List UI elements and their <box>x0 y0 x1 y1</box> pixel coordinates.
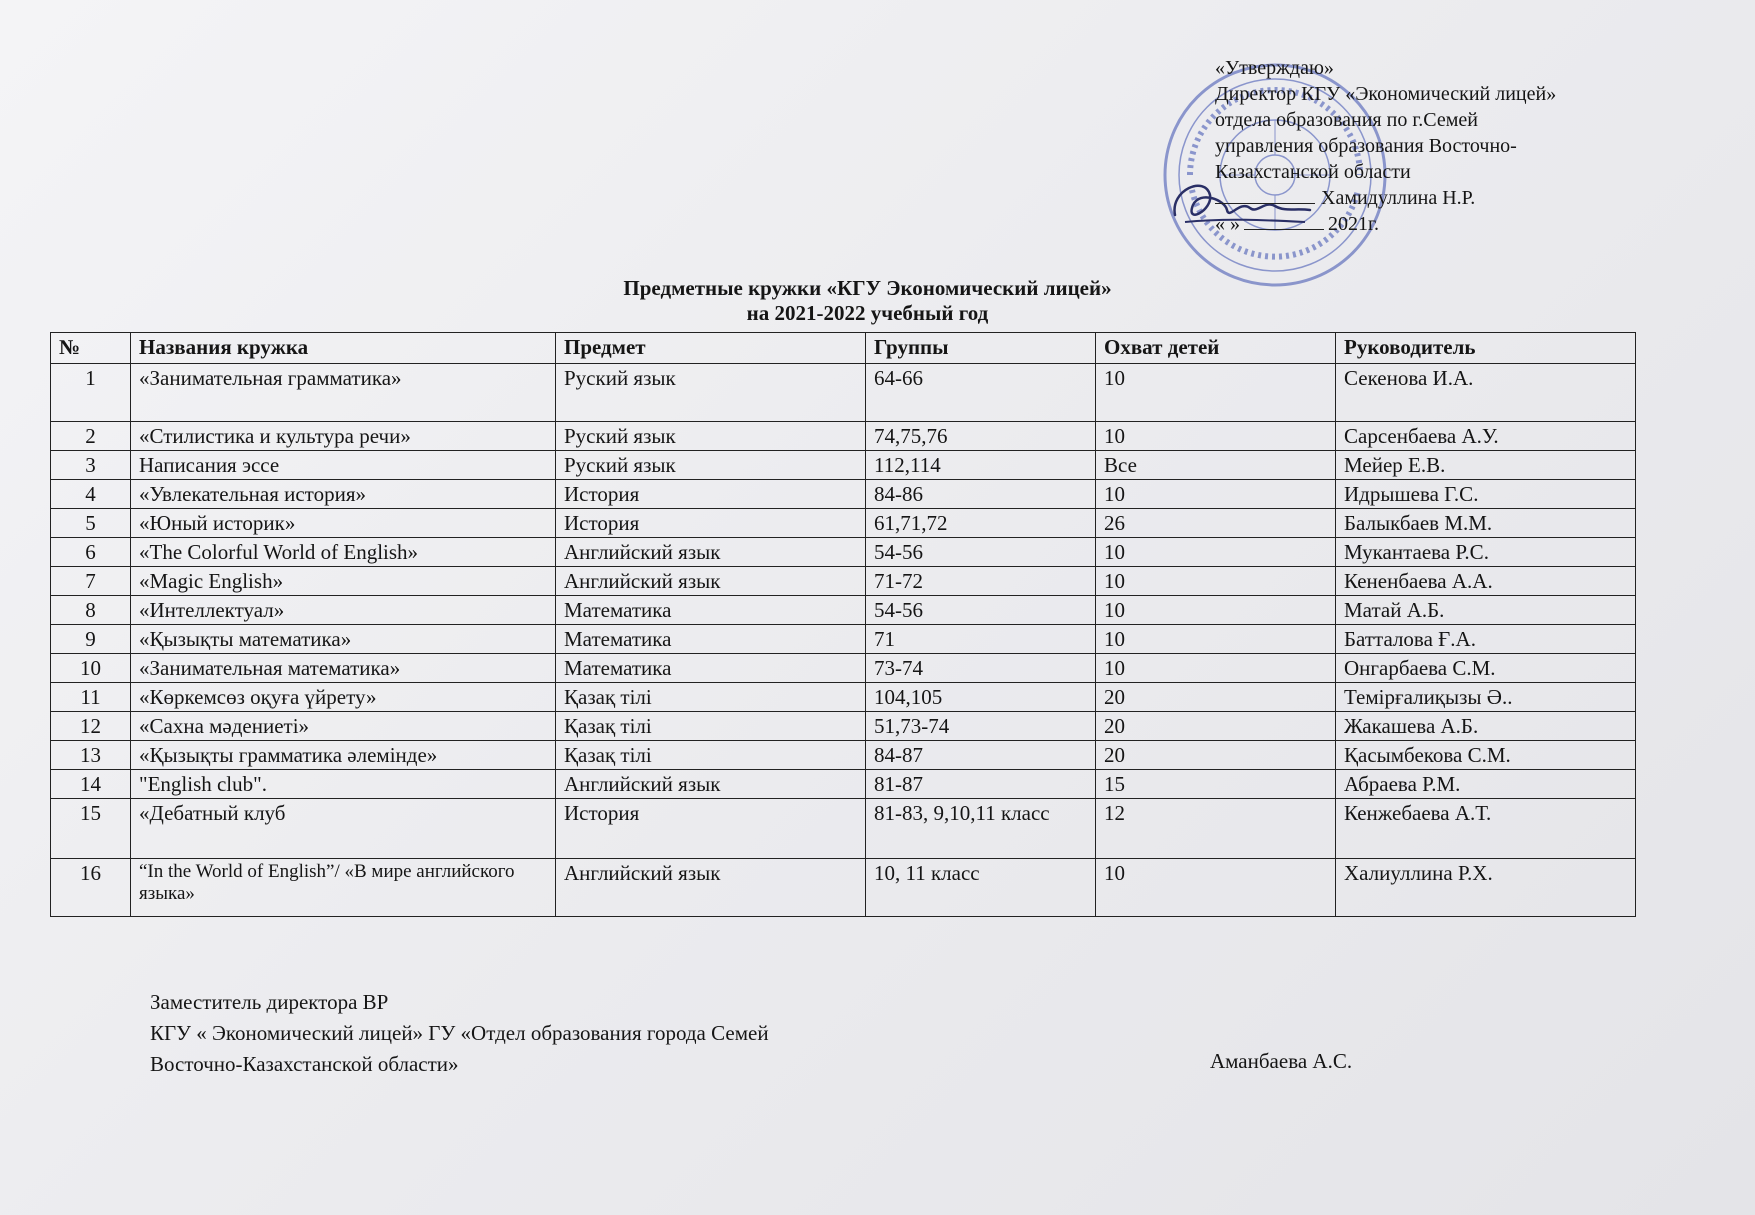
row-name: «Magic English» <box>131 567 556 596</box>
row-coverage: 10 <box>1096 654 1336 683</box>
row-coverage: Все <box>1096 451 1336 480</box>
row-subject: Математика <box>556 625 866 654</box>
row-subject: Английский язык <box>556 770 866 799</box>
row-subject: Английский язык <box>556 538 866 567</box>
row-name: Написания эссе <box>131 451 556 480</box>
row-name: «Қызықты грамматика әлемінде» <box>131 741 556 770</box>
row-subject: Руский язык <box>556 364 866 422</box>
row-leader: Жакашева А.Б. <box>1336 712 1636 741</box>
row-coverage: 10 <box>1096 859 1336 917</box>
approval-dept-line: отдела образования по г.Семей <box>1215 109 1478 131</box>
footer-position: Заместитель директора ВР <box>150 990 389 1014</box>
footer-block <box>150 987 769 1080</box>
row-coverage: 20 <box>1096 712 1336 741</box>
row-leader: Балыкбаев М.М. <box>1336 509 1636 538</box>
row-subject: История <box>556 799 866 859</box>
approval-signer-name: Хамидуллина Н.Р. <box>1321 187 1476 209</box>
row-coverage: 10 <box>1096 538 1336 567</box>
row-coverage: 12 <box>1096 799 1336 859</box>
row-leader: Қасымбекова С.М. <box>1336 741 1636 770</box>
row-leader: Батталова Ғ.А. <box>1336 625 1636 654</box>
table-row <box>51 625 1636 654</box>
row-groups: 54-56 <box>866 596 1096 625</box>
row-number: 10 <box>51 654 131 683</box>
table-row <box>51 567 1636 596</box>
table-row <box>51 654 1636 683</box>
table-row <box>51 480 1636 509</box>
table-row <box>51 799 1636 859</box>
row-leader: Абраева Р.М. <box>1336 770 1636 799</box>
row-subject: Қазақ тілі <box>556 683 866 712</box>
row-number: 6 <box>51 538 131 567</box>
row-groups: 51,73-74 <box>866 712 1096 741</box>
row-name: «Занимательная грамматика» <box>131 364 556 422</box>
row-leader: Матай А.Б. <box>1336 596 1636 625</box>
footer-organization: КГУ « Экономический лицей» ГУ «Отдел образования города Семей <box>150 1021 769 1045</box>
row-groups: 54-56 <box>866 538 1096 567</box>
row-groups: 104,105 <box>866 683 1096 712</box>
row-coverage: 20 <box>1096 741 1336 770</box>
row-name: «The Colorful World of English» <box>131 538 556 567</box>
row-name: “In the World of English”/ «В мире английского языка» <box>131 859 556 917</box>
row-groups: 84-87 <box>866 741 1096 770</box>
row-leader: Мейер Е.В. <box>1336 451 1636 480</box>
row-coverage: 10 <box>1096 625 1336 654</box>
row-groups: 73-74 <box>866 654 1096 683</box>
document-subtitle: на 2021-2022 учебный год <box>746 301 989 325</box>
row-subject: Руский язык <box>556 451 866 480</box>
table-row <box>51 451 1636 480</box>
row-subject: История <box>556 509 866 538</box>
row-coverage: 10 <box>1096 567 1336 596</box>
row-subject: Английский язык <box>556 567 866 596</box>
approval-heading: «Утверждаю» <box>1215 57 1334 79</box>
table-row <box>51 538 1636 567</box>
row-leader: Кененбаева А.А. <box>1336 567 1636 596</box>
circles-table <box>50 332 1636 917</box>
row-number: 16 <box>51 859 131 917</box>
row-name: «Сахна мәдениеті» <box>131 712 556 741</box>
row-number: 9 <box>51 625 131 654</box>
row-name: «Стилистика и культура речи» <box>131 422 556 451</box>
date-line <box>1244 229 1324 230</box>
table-row <box>51 712 1636 741</box>
row-groups: 71-72 <box>866 567 1096 596</box>
row-name: «Көркемсөз оқуға үйрету» <box>131 683 556 712</box>
approval-admin-line: управления образования Восточно- <box>1215 135 1517 157</box>
row-groups: 64-66 <box>866 364 1096 422</box>
row-name: «Интеллектуал» <box>131 596 556 625</box>
row-leader: Секенова И.А. <box>1336 364 1636 422</box>
row-name: «Юный историк» <box>131 509 556 538</box>
row-leader: Мукантаева Р.С. <box>1336 538 1636 567</box>
table-row <box>51 741 1636 770</box>
row-name: «Увлекательная история» <box>131 480 556 509</box>
row-name: «Дебатный клуб <box>131 799 556 859</box>
row-groups: 71 <box>866 625 1096 654</box>
row-leader: Кенжебаева А.Т. <box>1336 799 1636 859</box>
row-number: 5 <box>51 509 131 538</box>
row-number: 15 <box>51 799 131 859</box>
row-number: 14 <box>51 770 131 799</box>
row-leader: Сарсенбаева А.У. <box>1336 422 1636 451</box>
row-number: 2 <box>51 422 131 451</box>
row-name: «Қызықты математика» <box>131 625 556 654</box>
table-row <box>51 422 1636 451</box>
row-coverage: 10 <box>1096 422 1336 451</box>
table-row <box>51 770 1636 799</box>
table-row <box>51 596 1636 625</box>
row-subject: Математика <box>556 654 866 683</box>
row-coverage: 10 <box>1096 364 1336 422</box>
table-row <box>51 859 1636 917</box>
footer-signer-name: Аманбаева А.С. <box>1210 1049 1353 1073</box>
header-groups: Группы <box>866 333 1096 364</box>
approval-director-line: Директор КГУ «Экономический лицей» <box>1215 83 1557 105</box>
row-coverage: 15 <box>1096 770 1336 799</box>
row-subject: История <box>556 480 866 509</box>
row-coverage: 26 <box>1096 509 1336 538</box>
row-subject: Қазақ тілі <box>556 712 866 741</box>
row-groups: 112,114 <box>866 451 1096 480</box>
row-number: 11 <box>51 683 131 712</box>
row-groups: 74,75,76 <box>866 422 1096 451</box>
row-number: 13 <box>51 741 131 770</box>
row-groups: 61,71,72 <box>866 509 1096 538</box>
row-name: "English club". <box>131 770 556 799</box>
row-coverage: 20 <box>1096 683 1336 712</box>
header-number: № <box>51 333 131 364</box>
approval-block <box>1215 55 1675 237</box>
approval-date-year: 2021г. <box>1328 213 1379 235</box>
approval-date-row <box>1215 211 1675 237</box>
row-subject: Математика <box>556 596 866 625</box>
row-number: 8 <box>51 596 131 625</box>
row-number: 1 <box>51 364 131 422</box>
row-groups: 84-86 <box>866 480 1096 509</box>
footer-region: Восточно-Казахстанской области» <box>150 1052 459 1076</box>
row-leader: Онгарбаева С.М. <box>1336 654 1636 683</box>
approval-region-line: Казахстанской области <box>1215 161 1411 183</box>
table-row <box>51 683 1636 712</box>
approval-signer-row <box>1215 185 1675 211</box>
row-coverage: 10 <box>1096 480 1336 509</box>
document-title: Предметные кружки «КГУ Экономический лицей» <box>623 276 1112 300</box>
row-groups: 81-87 <box>866 770 1096 799</box>
approval-date-prefix: « » <box>1215 213 1240 235</box>
row-name: «Занимательная математика» <box>131 654 556 683</box>
header-name: Названия кружка <box>131 333 556 364</box>
table-row <box>51 364 1636 422</box>
row-number: 3 <box>51 451 131 480</box>
table-header-row <box>51 333 1636 364</box>
row-leader: Темірғалиқызы Ә.. <box>1336 683 1636 712</box>
row-subject: Руский язык <box>556 422 866 451</box>
row-leader: Идрышева Г.С. <box>1336 480 1636 509</box>
row-number: 12 <box>51 712 131 741</box>
row-number: 4 <box>51 480 131 509</box>
row-groups: 10, 11 класс <box>866 859 1096 917</box>
header-leader: Руководитель <box>1336 333 1636 364</box>
row-coverage: 10 <box>1096 596 1336 625</box>
row-leader: Халиуллина Р.Х. <box>1336 859 1636 917</box>
row-number: 7 <box>51 567 131 596</box>
header-coverage: Охват детей <box>1096 333 1336 364</box>
row-groups: 81-83, 9,10,11 класс <box>866 799 1096 859</box>
signature-line <box>1215 203 1315 204</box>
header-subject: Предмет <box>556 333 866 364</box>
row-subject: Қазақ тілі <box>556 741 866 770</box>
row-subject: Английский язык <box>556 859 866 917</box>
table-row <box>51 509 1636 538</box>
